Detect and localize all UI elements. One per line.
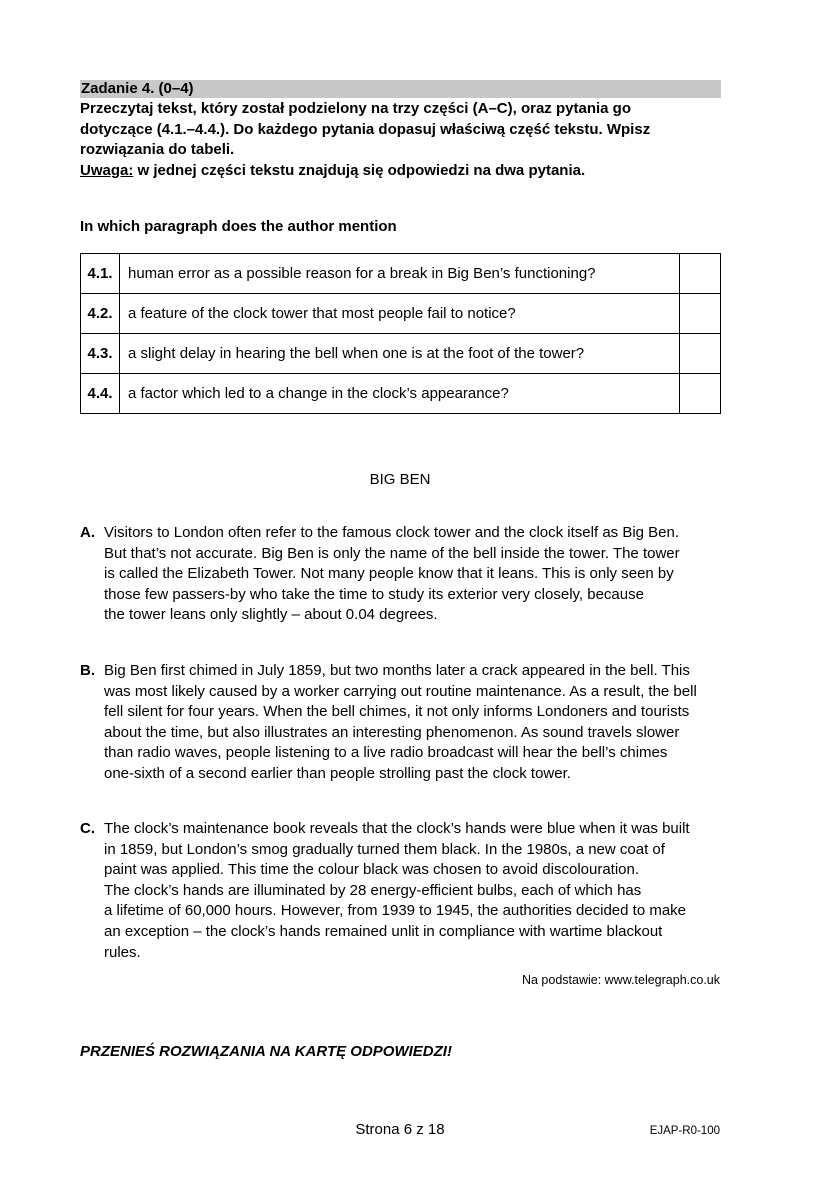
paragraph-line: about the time, but also illustrates an interesting phenomenon. As sound travels slower bbox=[104, 723, 680, 741]
questions-table bbox=[80, 253, 721, 414]
table-row bbox=[81, 254, 721, 294]
transfer-note: PRZENIEŚ ROZWIĄZANIA NA KARTĘ ODPOWIEDZI! bbox=[80, 1043, 452, 1060]
paragraph-line: than radio waves, people listening to a live radio broadcast will hear the bell’s chimes bbox=[104, 744, 668, 762]
question-text: human error as a possible reason for a break in Big Ben’s functioning? bbox=[120, 254, 680, 294]
paragraph-letter: B. bbox=[80, 662, 95, 679]
paragraph-line: the tower leans only slightly – about 0.04 degrees. bbox=[104, 606, 438, 624]
task-header bbox=[80, 80, 721, 98]
paragraph-line: fell silent for four years. When the bell chimes, it not only informs Londoners and tourists bbox=[104, 703, 690, 721]
question-text: a feature of the clock tower that most people fail to notice? bbox=[120, 294, 680, 334]
question-number: 4.2. bbox=[81, 294, 120, 334]
table-row bbox=[81, 294, 721, 334]
paragraph-letter: A. bbox=[80, 524, 95, 541]
question-lead: In which paragraph does the author mention bbox=[80, 218, 397, 235]
question-number: 4.3. bbox=[81, 334, 120, 374]
table-row bbox=[81, 334, 721, 374]
paragraph-b bbox=[80, 661, 725, 785]
answer-cell[interactable] bbox=[680, 334, 721, 374]
article-title: BIG BEN bbox=[369, 471, 431, 488]
paragraph-line: was most likely caused by a worker carrying out routine maintenance. As a result, the bell bbox=[104, 682, 697, 700]
paragraph-line: a lifetime of 60,000 hours. However, from 1939 to 1945, the authorities decided to make bbox=[104, 902, 687, 920]
paragraph-line: those few passers-by who take the time to study its exterior very closely, because bbox=[104, 585, 644, 603]
paragraph-line: The clock’s hands are illuminated by 28 energy-efficient bulbs, each of which has bbox=[104, 881, 642, 899]
instruction-note bbox=[80, 161, 725, 182]
instruction-line: Przeczytaj tekst, który został podzielony na trzy części (A–C), oraz pytania go bbox=[80, 100, 631, 117]
instruction-line: dotyczące (4.1.–4.4.). Do każdego pytania dopasuj właściwą część tekstu. Wpisz bbox=[80, 120, 651, 138]
answer-cell[interactable] bbox=[680, 374, 721, 414]
question-number: 4.4. bbox=[81, 374, 120, 414]
note-label: Uwaga: bbox=[80, 161, 134, 179]
paragraph-c bbox=[80, 819, 725, 963]
page-number: Strona 6 z 18 bbox=[355, 1121, 445, 1138]
answer-cell[interactable] bbox=[680, 254, 721, 294]
instruction-line: rozwiązania do tabeli. bbox=[80, 141, 235, 158]
document-code: EJAP-R0-100 bbox=[649, 1125, 720, 1137]
paragraph-letter: C. bbox=[80, 820, 95, 837]
task-instructions bbox=[80, 99, 725, 181]
paragraph-a bbox=[80, 523, 725, 626]
paragraph-line: Big Ben first chimed in July 1859, but two months later a crack appeared in the bell. This bbox=[104, 662, 690, 679]
paragraph-body bbox=[104, 661, 725, 785]
paragraph-line: in 1859, but London’s smog gradually turned them black. In the 1980s, a new coat of bbox=[104, 840, 665, 858]
paragraph-line: paint was applied. This time the colour black was chosen to avoid discolouration. bbox=[104, 861, 640, 879]
paragraph-line: an exception – the clock’s hands remained unlit in compliance with wartime blackout bbox=[104, 922, 663, 940]
paragraph-line: one-sixth of a second earlier than people strolling past the clock tower. bbox=[104, 764, 571, 782]
paragraph-line: is called the Elizabeth Tower. Not many people know that it leans. This is only seen by bbox=[104, 565, 674, 583]
paragraph-line: The clock’s maintenance book reveals that the clock’s hands were blue when it was built bbox=[104, 820, 690, 837]
question-text: a slight delay in hearing the bell when one is at the foot of the tower? bbox=[120, 334, 680, 374]
paragraph-line: rules. bbox=[104, 943, 141, 961]
question-text: a factor which led to a change in the clock’s appearance? bbox=[120, 374, 680, 414]
paragraph-body bbox=[104, 819, 725, 963]
note-text: w jednej części tekstu znajdują się odpowiedzi na dwa pytania. bbox=[133, 161, 586, 179]
answer-cell[interactable] bbox=[680, 294, 721, 334]
source-note: Na podstawie: www.telegraph.co.uk bbox=[521, 973, 720, 987]
task-header-label: Zadanie 4. (0–4) bbox=[81, 80, 194, 97]
table-row bbox=[81, 374, 721, 414]
paragraph-line: But that’s not accurate. Big Ben is only the name of the bell inside the tower. The tower bbox=[104, 544, 680, 562]
paragraph-body bbox=[104, 523, 725, 626]
question-number: 4.1. bbox=[81, 254, 120, 294]
paragraph-line: Visitors to London often refer to the famous clock tower and the clock itself as Big Ben. bbox=[104, 524, 680, 541]
